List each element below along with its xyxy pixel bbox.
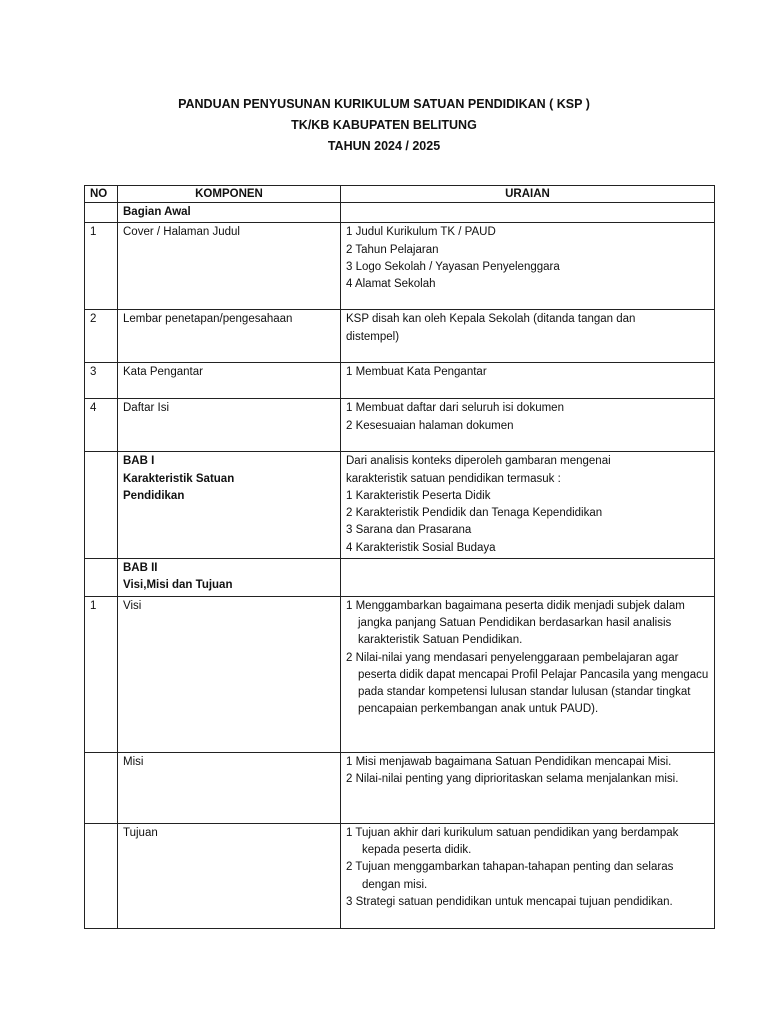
- row-no: 1: [85, 223, 118, 310]
- row-uraian: 1 Misi menjawab bagaimana Satuan Pendidikan mencapai Misi. 2 Nilai-nilai penting yang diprioritaskan selama menjalankan misi.: [341, 752, 715, 823]
- header-no: NO: [85, 186, 118, 203]
- row-no: 1: [85, 596, 118, 752]
- row-komponen: Lembar penetapan/pengesahaan: [118, 310, 341, 363]
- row-uraian: 1 Menggambarkan bagaimana peserta didik menjadi subjek dalam jangka panjang Satuan Pendidikan berdasarkan hasil analisis karakteristik Satuan Pendidikan. 2 Nilai-nilai yang mendasari penyelenggaraan pembelajaran agar peserta didik dapat mencapai Profil Pelajar Pancasila yang mengacu pada standar kompetensi lulusan standar lulusan (standar tingkat pencapaian perkembangan anak untuk PAUD).: [341, 596, 715, 752]
- row-komponen: Cover / Halaman Judul: [118, 223, 341, 310]
- row-uraian: 1 Membuat daftar dari seluruh isi dokumen 2 Kesesuaian halaman dokumen: [341, 399, 715, 452]
- title-line-2: TK/KB KABUPATEN BELITUNG: [291, 118, 477, 132]
- section-row-bagian-awal: [85, 203, 715, 223]
- row-uraian: 1 Tujuan akhir dari kurikulum satuan pendidikan yang berdampak kepada peserta didik. 2 Tujuan menggambarkan tahapan-tahapan penting dan selaras dengan misi. 3 Strategi satuan pendidikan untuk mencapai tujuan pendidikan.: [341, 823, 715, 928]
- section-label-bagian-awal: Bagian Awal: [118, 203, 341, 223]
- row-uraian: 1 Judul Kurikulum TK / PAUD 2 Tahun Pelajaran 3 Logo Sekolah / Yayasan Penyelenggara 4 Alamat Sekolah: [341, 223, 715, 310]
- row-komponen: Tujuan: [118, 823, 341, 928]
- section-row-bab-1: [85, 452, 715, 559]
- header-komponen: KOMPONEN: [118, 186, 341, 203]
- table-row: [85, 310, 715, 363]
- row-komponen: Kata Pengantar: [118, 363, 341, 399]
- ksp-guide-table: [84, 185, 715, 929]
- table-row-tujuan: [85, 823, 715, 928]
- document-title: [0, 94, 768, 157]
- header-uraian: URAIAN: [341, 186, 715, 203]
- table-row: [85, 399, 715, 452]
- row-uraian: 1 Membuat Kata Pengantar: [341, 363, 715, 399]
- bab-1-label: BAB I Karakteristik Satuan Pendidikan: [118, 452, 341, 559]
- table-row-visi: [85, 596, 715, 752]
- row-no: 3: [85, 363, 118, 399]
- bab-1-uraian: Dari analisis konteks diperoleh gambaran mengenai karakteristik satuan pendidikan termasuk : 1 Karakteristik Peserta Didik 2 Karakteristik Pendidik dan Tenaga Kependidikan 3 Sarana dan Prasarana 4 Karakteristik Sosial Budaya: [341, 452, 715, 559]
- row-komponen: Visi: [118, 596, 341, 752]
- row-no: 4: [85, 399, 118, 452]
- bab-2-label: BAB II Visi,Misi dan Tujuan: [118, 559, 341, 597]
- table-row: [85, 223, 715, 310]
- row-komponen: Misi: [118, 752, 341, 823]
- title-line-1: PANDUAN PENYUSUNAN KURIKULUM SATUAN PENDIDIKAN ( KSP ): [178, 97, 590, 111]
- section-row-bab-2: [85, 559, 715, 597]
- row-uraian: KSP disah kan oleh Kepala Sekolah (ditanda tangan dan distempel): [341, 310, 715, 363]
- table-row: [85, 363, 715, 399]
- row-komponen: Daftar Isi: [118, 399, 341, 452]
- row-no: 2: [85, 310, 118, 363]
- table-header-row: [85, 186, 715, 203]
- title-line-3: TAHUN 2024 / 2025: [327, 139, 441, 153]
- table-row-misi: [85, 752, 715, 823]
